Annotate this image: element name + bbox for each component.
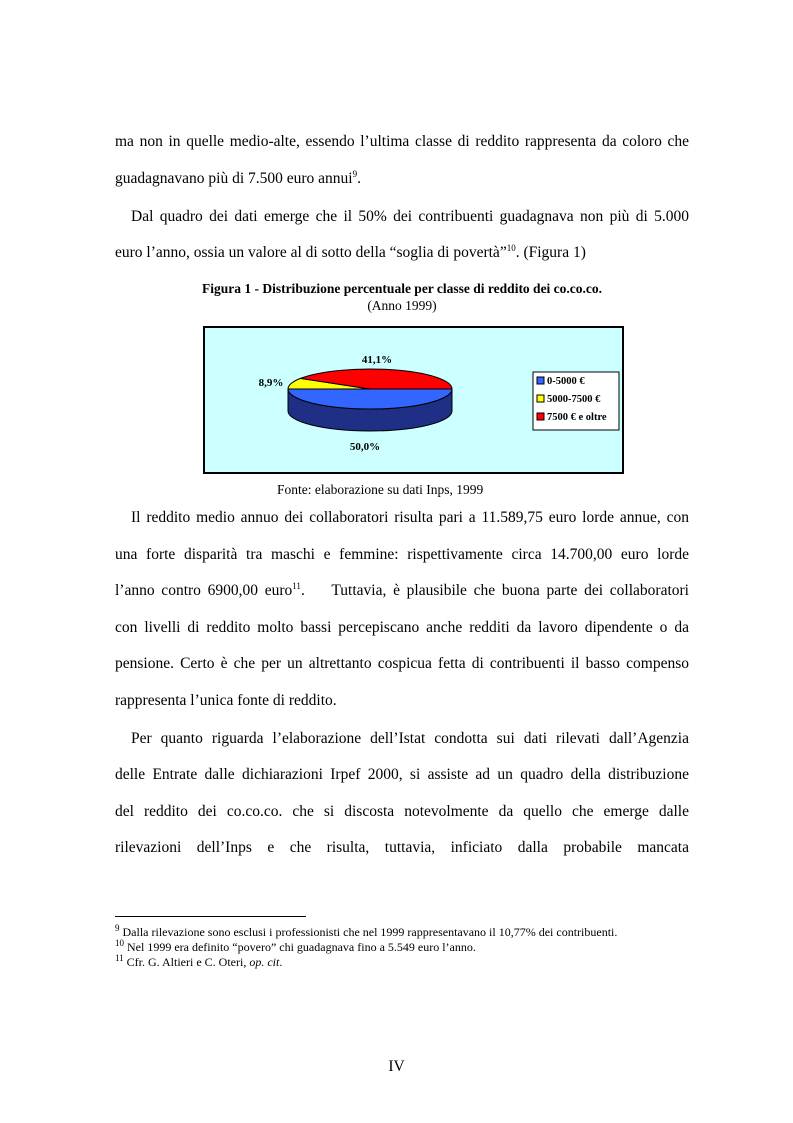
footnote-ref-11: 11 xyxy=(292,580,301,591)
footnote-ref-10: 10 xyxy=(506,242,516,253)
para3-line3: l’anno contro 6900,00 euro$^{11}$. Tuttavia, è plausibile che buona parte dei collaboratori xyxy=(115,580,689,599)
legend-label-2: 7500 € e oltre xyxy=(547,412,607,423)
para4-line2: delle Entrate dalle dichiarazioni Irpef 2000, si assiste ad un quadro della distribuzione xyxy=(115,766,689,783)
para3-line1: Il reddito medio annuo dei collaboratori risulta pari a 11.589,75 euro lorde annue, con xyxy=(131,509,689,526)
footnote-separator xyxy=(115,916,306,917)
para3-line4: con livelli di reddito molto bassi percepiscano anche redditi da lavoro dipendente o da xyxy=(115,619,689,636)
figure-subtitle: (Anno 1999) xyxy=(367,298,437,313)
para1-line2: guadagnavano più di 7.500 euro annui$^9$. xyxy=(115,168,361,187)
legend-swatch-0 xyxy=(537,377,544,384)
legend-label-0: 0-5000 € xyxy=(547,376,585,387)
page-number: IV xyxy=(388,1058,405,1075)
para2-line1: Dal quadro dei dati emerge che il 50% dei contribuenti guadagnava non più di 5.000 xyxy=(131,208,689,225)
para3-line5: pensione. Certo è che per un altrettanto cospicua fetta di contribuenti il basso compenso xyxy=(115,655,689,672)
para3-line2: una forte disparità tra maschi e femmine: rispettivamente circa 14.700,00 euro lorde xyxy=(115,546,689,563)
para4-line3: del reddito dei co.co.co. che si discosta notevolmente da quello che emerge dalle xyxy=(115,803,689,820)
pie-data-label-1: 8,9% xyxy=(258,377,284,389)
legend-swatch-2 xyxy=(537,413,544,420)
figure-title: Figura 1 - Distribuzione percentuale per classe di reddito dei co.co.co. xyxy=(201,281,603,296)
figure-source: Fonte: elaborazione su dati Inps, 1999 xyxy=(277,482,484,497)
legend-label-1: 5000-7500 € xyxy=(547,394,601,405)
pie-data-label-2: 41,1% xyxy=(361,354,393,366)
legend-swatch-1 xyxy=(537,395,544,402)
footnote-11: $^{11}$ Cfr. G. Altieri e C. Oteri, op. cit. xyxy=(115,953,283,969)
footnote-10: $^{10}$ Nel 1999 era definito “povero” chi guadagnava fino a 5.549 euro l’anno. xyxy=(115,938,476,954)
para4-line4: rilevazioni dell’Inps e che risulta, tuttavia, inficiato dalla probabile mancata xyxy=(115,839,689,856)
footnote-9: $^9$ Dalla rilevazione sono esclusi i professionisti che nel 1999 rappresentavano il 10,77% dei contribuenti. xyxy=(115,923,618,939)
footnote-ref-9: 9 xyxy=(352,168,358,179)
pie-chart xyxy=(203,326,624,474)
para3-line6: rappresenta l’unica fonte di reddito. xyxy=(115,692,337,709)
pie-data-label-0: 50,0% xyxy=(349,441,381,453)
para1-line1: ma non in quelle medio-alte, essendo l’ultima classe di reddito rappresenta da coloro che xyxy=(115,133,689,150)
para2-line2: euro l’anno, ossia un valore al di sotto della “soglia di povertà”$^{10}$. (Figura 1) xyxy=(115,242,586,261)
pie-chart-svg xyxy=(205,328,622,472)
para4-line1: Per quanto riguarda l’elaborazione dell’Istat condotta sui dati rilevati dall’Agenzia xyxy=(131,730,689,747)
